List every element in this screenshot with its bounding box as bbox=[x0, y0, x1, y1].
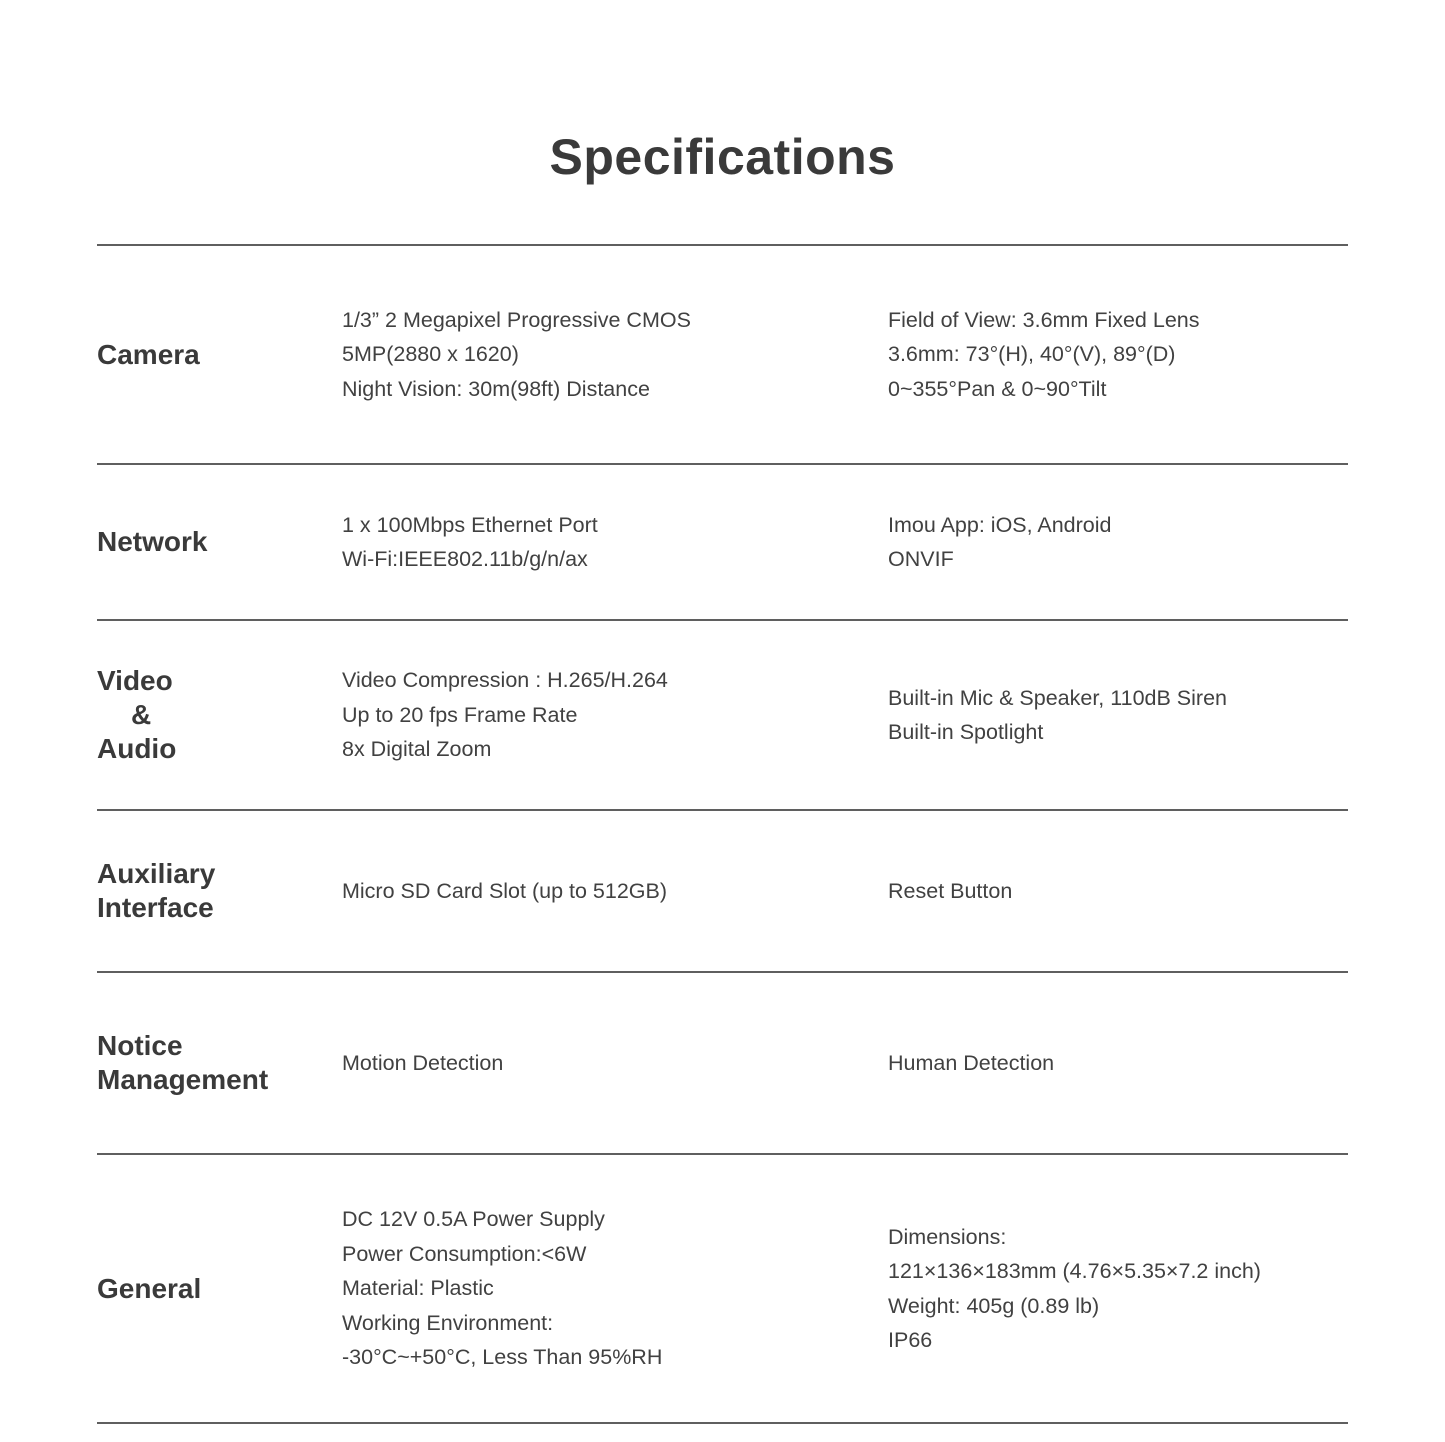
spec-row-camera bbox=[97, 246, 1348, 465]
section-label-line: & bbox=[131, 699, 152, 730]
spec-column2-auxiliary-interface bbox=[888, 874, 1348, 909]
spec-column1-camera bbox=[342, 303, 888, 407]
spec-text: 1 x 100Mbps Ethernet Port bbox=[342, 512, 598, 537]
spec-column2-camera bbox=[888, 303, 1348, 407]
spec-column1-video-audio bbox=[342, 663, 888, 767]
spec-text: Micro SD Card Slot (up to 512GB) bbox=[342, 878, 668, 903]
section-label-line: General bbox=[97, 1272, 202, 1304]
spec-column1-auxiliary-interface bbox=[342, 874, 888, 909]
spec-text: Human Detection bbox=[888, 1050, 1055, 1075]
section-label-line: Video bbox=[97, 665, 173, 696]
spec-row-general bbox=[97, 1155, 1348, 1424]
spec-row-network bbox=[97, 465, 1348, 621]
spec-text: 3.6mm: 73°(H), 40°(V), 89°(D) bbox=[888, 342, 1176, 367]
section-label-notice-management bbox=[97, 1029, 342, 1097]
spec-text: Working Environment: bbox=[342, 1310, 554, 1335]
spec-text: ONVIF bbox=[888, 547, 954, 571]
spec-text: -30°C~+50°C, Less Than 95%RH bbox=[342, 1345, 663, 1370]
spec-column1-general bbox=[342, 1202, 888, 1375]
section-label-general bbox=[97, 1272, 342, 1306]
section-label-video-audio bbox=[97, 664, 342, 766]
spec-text: Built-in Spotlight bbox=[888, 720, 1044, 744]
section-label-line: Auxiliary bbox=[97, 858, 216, 889]
spec-text: Dimensions: bbox=[888, 1224, 1007, 1249]
spec-column2-network bbox=[888, 508, 1348, 577]
spec-text: 8x Digital Zoom bbox=[342, 737, 492, 762]
spec-text: Built-in Mic & Speaker, 110dB Siren bbox=[888, 685, 1227, 710]
section-label-network bbox=[97, 525, 342, 559]
page-title: Specifications bbox=[549, 129, 896, 185]
spec-text: Up to 20 fps Frame Rate bbox=[342, 702, 578, 727]
section-label-auxiliary-interface bbox=[97, 857, 342, 925]
spec-column2-notice-management bbox=[888, 1046, 1348, 1081]
spec-column2-general bbox=[888, 1220, 1348, 1358]
page-header bbox=[0, 0, 1445, 244]
section-label-line: Management bbox=[97, 1064, 269, 1095]
spec-text: 0~355°Pan & 0~90°Tilt bbox=[888, 376, 1107, 401]
spec-text: IP66 bbox=[888, 1328, 933, 1352]
spec-text: Weight: 405g (0.89 lb) bbox=[888, 1293, 1100, 1318]
spec-text: 1/3” 2 Megapixel Progressive CMOS bbox=[342, 307, 691, 332]
spec-text: DC 12V 0.5A Power Supply bbox=[342, 1207, 605, 1232]
spec-table bbox=[97, 244, 1348, 1424]
spec-text: Wi-Fi:IEEE802.11b/g/n/ax bbox=[342, 547, 588, 571]
section-label-line: Audio bbox=[97, 733, 177, 764]
spec-text: Reset Button bbox=[888, 878, 1013, 903]
spec-text: Imou App: iOS, Android bbox=[888, 512, 1112, 537]
spec-text: Video Compression : H.265/H.264 bbox=[342, 668, 668, 693]
spec-text: Night Vision: 30m(98ft) Distance bbox=[342, 376, 650, 401]
spec-column1-network bbox=[342, 508, 888, 577]
spec-text: 121×136×183mm (4.76×5.35×7.2 inch) bbox=[888, 1259, 1261, 1283]
section-label-line: Camera bbox=[97, 338, 200, 370]
section-label-line: Notice bbox=[97, 1030, 183, 1061]
spec-column1-notice-management bbox=[342, 1046, 888, 1081]
spec-row-video-audio bbox=[97, 621, 1348, 811]
spec-text: Material: Plastic bbox=[342, 1276, 494, 1301]
section-label-line: Interface bbox=[97, 892, 214, 923]
spec-text: Field of View: 3.6mm Fixed Lens bbox=[888, 307, 1200, 332]
section-label-line: Network bbox=[97, 526, 208, 557]
spec-text: Motion Detection bbox=[342, 1050, 504, 1075]
spec-row-notice-management bbox=[97, 973, 1348, 1155]
spec-text: 5MP(2880 x 1620) bbox=[342, 342, 519, 367]
spec-column2-video-audio bbox=[888, 681, 1348, 750]
spec-text: Power Consumption:<6W bbox=[342, 1241, 587, 1266]
spec-row-auxiliary-interface bbox=[97, 811, 1348, 973]
section-label-camera bbox=[97, 338, 342, 372]
